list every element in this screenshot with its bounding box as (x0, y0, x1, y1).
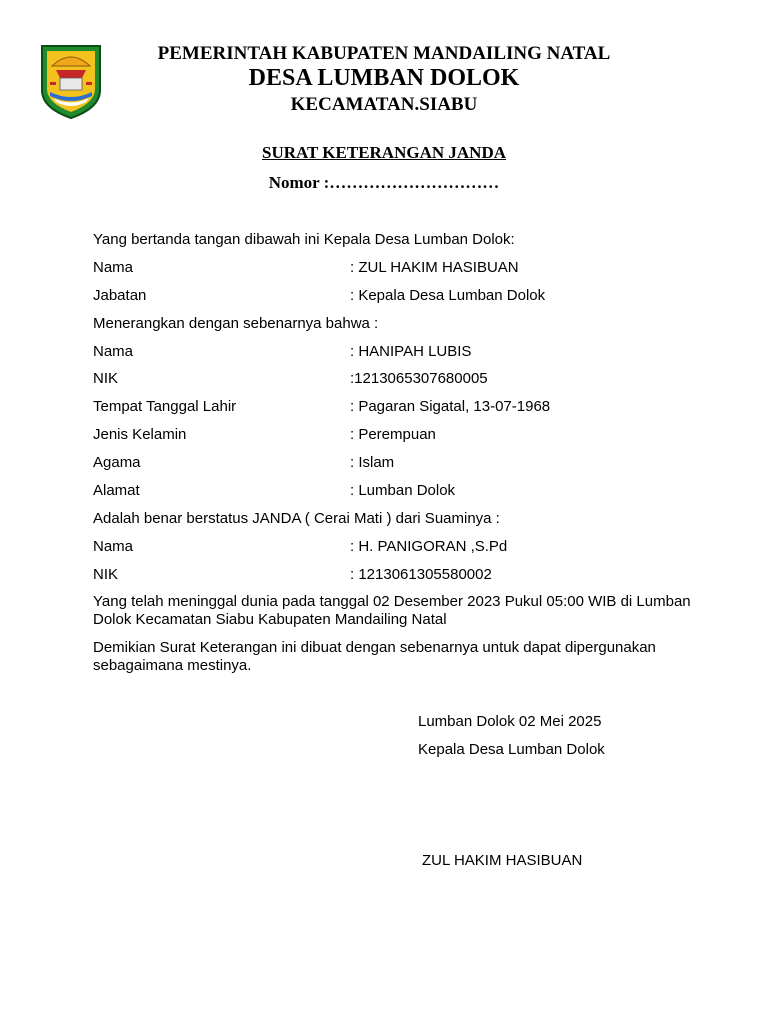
death-statement: Yang telah meninggal dunia pada tanggal 02 Desember 2023 Pukul 05:00 WIB di Lumban Dolok Kecamatan Siabu Kabupaten Mandailing Natal (93, 593, 691, 628)
header-village-name: DESA LUMBAN DOLOK (248, 65, 520, 91)
subject-nik-value: :1213065307680005 (350, 370, 488, 387)
header-district: KECAMATAN.SIABU (290, 94, 478, 115)
husband-name-label: Nama (93, 538, 134, 555)
subject-religion-value: : Islam (350, 454, 395, 471)
document-title: SURAT KETERANGAN JANDA (261, 143, 506, 162)
header-line-1: PEMERINTAH KABUPATEN MANDAILING NATAL (157, 43, 611, 64)
subject-religion-label: Agama (93, 454, 141, 471)
subject-birth-label: Tempat Tanggal Lahir (93, 398, 237, 415)
signer-position: Kepala Desa Lumban Dolok (418, 741, 605, 758)
status-text: Adalah benar berstatus JANDA ( Cerai Mati ) dari Suaminya : (93, 510, 500, 527)
signer-position-label: Jabatan (93, 287, 147, 304)
closing-statement: Demikian Surat Keterangan ini dibuat dengan sebenarnya untuk dapat dipergunakan sebagaimana mestinya. (93, 639, 656, 674)
subject-gender-value: : Perempuan (350, 426, 436, 443)
signer-name-label: Nama (93, 259, 134, 276)
husband-nik-label: NIK (93, 566, 119, 583)
subject-address-label: Alamat (93, 482, 140, 499)
signer-name-value: : ZUL HAKIM HASIBUAN (350, 259, 519, 276)
declaration-text: Menerangkan dengan sebenarnya bahwa : (93, 315, 379, 332)
subject-name-value: : HANIPAH LUBIS (350, 343, 472, 360)
signer-name: ZUL HAKIM HASIBUAN (422, 852, 583, 869)
signer-position-value: : Kepala Desa Lumban Dolok (350, 287, 546, 304)
subject-birth-value: : Pagaran Sigatal, 13-07-1968 (350, 398, 551, 415)
husband-name-value: : H. PANIGORAN ,S.Pd (350, 538, 508, 555)
subject-address-value: : Lumban Dolok (350, 482, 456, 499)
subject-nik-label: NIK (93, 370, 119, 387)
place-date: Lumban Dolok 02 Mei 2025 (418, 713, 602, 730)
subject-gender-label: Jenis Kelamin (93, 426, 187, 443)
intro-text: Yang bertanda tangan dibawah ini Kepala Desa Lumban Dolok: (93, 231, 515, 248)
husband-nik-value: : 1213061305580002 (350, 566, 492, 583)
subject-name-label: Nama (93, 343, 134, 360)
document-number: Nomor :………………………… (268, 173, 500, 192)
